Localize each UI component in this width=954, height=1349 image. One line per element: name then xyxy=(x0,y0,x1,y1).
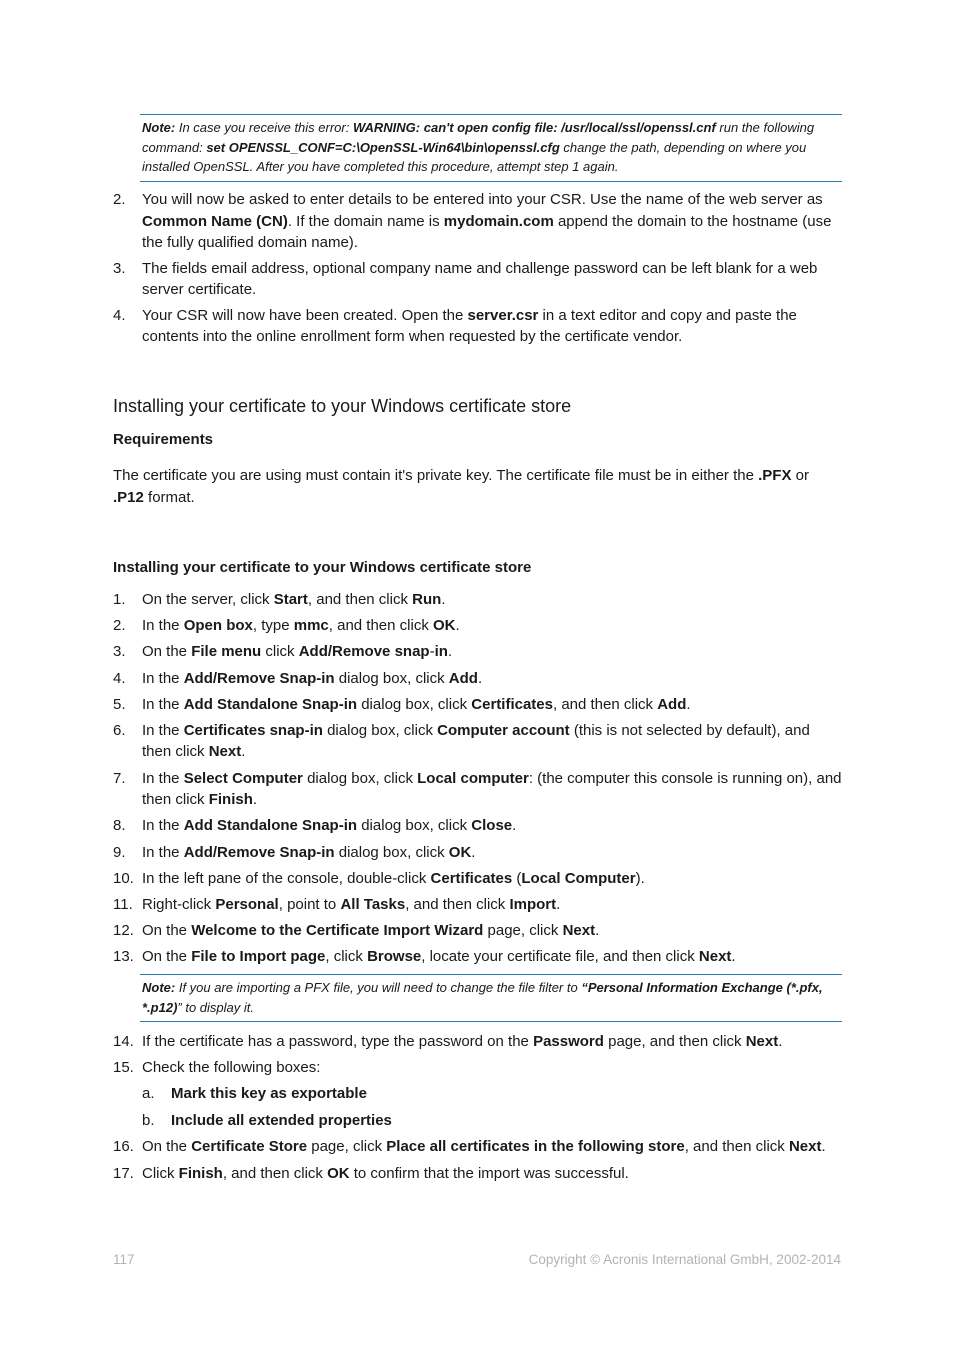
list-item xyxy=(113,589,842,611)
step-number: 5. xyxy=(113,695,126,713)
step-number: 2. xyxy=(113,191,126,208)
list-item xyxy=(113,946,842,968)
substep-letter: a. xyxy=(142,1085,155,1102)
step-bold: Select Computer xyxy=(183,769,303,787)
note-box-openssl xyxy=(140,114,842,182)
step-bold: Add xyxy=(448,669,478,687)
step-text: , and then click xyxy=(328,617,433,635)
step-text: . xyxy=(778,1033,783,1050)
step-text: . xyxy=(595,922,600,940)
step-text: In the left pane of the console, double-click xyxy=(142,869,431,887)
copyright-text: Copyright © Acronis International GmbH, 2002-2014 xyxy=(528,1252,841,1267)
step-text: dialog box, click xyxy=(302,769,418,787)
step-number: 15. xyxy=(113,1059,134,1076)
substep-text: Include all extended properties xyxy=(171,1111,392,1129)
step-text: , and then click xyxy=(405,895,510,913)
step-bold: Welcome to the Certificate Import Wizard xyxy=(191,922,484,940)
step-bold: All Tasks xyxy=(340,895,406,913)
step-bold: Run xyxy=(412,591,442,608)
step-text: . xyxy=(731,948,736,966)
note-label: Note: xyxy=(142,120,176,135)
step-bold: OK xyxy=(448,843,472,861)
step-text: append the domain to the hostname (use the fully qualified domain name). xyxy=(142,212,832,251)
step-number: 10. xyxy=(113,869,134,887)
step-number: 14. xyxy=(113,1033,134,1050)
step-text: , locate your certificate file, and then click xyxy=(421,948,699,966)
list-item xyxy=(113,668,842,690)
step-text: ). xyxy=(635,869,645,887)
step-bold: File menu xyxy=(191,643,262,661)
step-bold: Finish xyxy=(208,791,253,809)
step-bold: mmc xyxy=(293,617,329,635)
step-text: . xyxy=(252,791,258,809)
step-bold: Certificates snap-in xyxy=(183,721,323,739)
step-bold: Place all certificates in the following store xyxy=(386,1138,685,1155)
step-bold: in xyxy=(434,643,448,661)
step-bold: Next xyxy=(698,948,732,966)
list-item xyxy=(113,894,842,916)
step-bold: Next xyxy=(788,1138,822,1155)
step-text: . xyxy=(686,695,691,713)
step-text: On the xyxy=(142,922,192,940)
page-number: 117 xyxy=(113,1252,135,1267)
list-item xyxy=(113,1057,842,1079)
step-text: (this is not selected by default), and then click xyxy=(142,721,810,761)
step-bold: Personal xyxy=(215,895,279,913)
format-p12: .P12 xyxy=(113,488,144,506)
step-bold: Certificate Store xyxy=(191,1138,308,1155)
step-bold: Common Name (CN) xyxy=(142,212,288,230)
step-text: . xyxy=(821,1138,826,1155)
list-item xyxy=(113,189,842,254)
list-item xyxy=(113,1031,842,1053)
step-text: dialog box, click xyxy=(334,843,449,861)
note-text: ” to display it. xyxy=(177,999,254,1015)
step-bold: Password xyxy=(533,1033,604,1050)
note-filter-text: “Personal Information Exchange (*.pfx, *.p12) xyxy=(142,980,823,1015)
note-text: In case you receive this error: xyxy=(175,120,353,135)
note-text: run the following command: xyxy=(142,120,815,155)
step-number: 4. xyxy=(113,306,126,324)
list-item xyxy=(142,1110,771,1132)
step-bold: Add/Remove Snap-in xyxy=(183,843,335,861)
step-text: page, click xyxy=(483,922,563,940)
step-bold: Next xyxy=(745,1033,779,1050)
step-text: . xyxy=(441,591,446,608)
step-text: . xyxy=(477,669,483,687)
list-item xyxy=(113,720,842,763)
step-bold: Certificates xyxy=(430,869,513,887)
step-text: . xyxy=(471,843,476,861)
requirements-heading: Requirements xyxy=(113,431,214,448)
step-text: to confirm that the import was successful. xyxy=(349,1164,629,1182)
step-number: 13. xyxy=(113,948,134,966)
step-text: . If the domain name is xyxy=(287,212,444,230)
step-text: : (the computer this console is running on), and then click xyxy=(142,769,842,809)
step-text: If the certificate has a password, type the password on the xyxy=(142,1033,534,1050)
list-item xyxy=(142,1083,771,1105)
step-text: Check the following boxes: xyxy=(142,1059,321,1076)
list-item xyxy=(113,1163,842,1185)
substep-text: Mark this key as exportable xyxy=(171,1085,367,1102)
step-bold: Start xyxy=(273,591,308,608)
step-text: dialog box, click xyxy=(322,721,438,739)
step-number: 11. xyxy=(113,895,133,913)
step-bold: Import xyxy=(509,895,557,913)
checkbox-substep-list xyxy=(142,1083,771,1131)
step-bold: Open box xyxy=(183,617,253,635)
step-bold: Add/Remove Snap-in xyxy=(183,669,335,687)
procedure-step-list-2 xyxy=(113,1031,842,1079)
step-bold: Add/Remove snap xyxy=(298,643,430,661)
list-item xyxy=(113,615,842,637)
step-text: , and then click xyxy=(552,695,658,713)
step-text: dialog box, click xyxy=(357,695,472,713)
note-text: If you are importing a PFX file, you will need to change the file filter to xyxy=(175,980,582,995)
step-text: . xyxy=(556,895,561,913)
step-text: Click xyxy=(142,1164,179,1182)
requirements-text xyxy=(113,465,813,508)
step-text: . xyxy=(241,743,246,761)
note-command-text: set OPENSSL_CONF=C:\OpenSSL-Win64\bin\openssl.cfg xyxy=(206,139,560,155)
step-bold: Finish xyxy=(178,1164,223,1182)
note-text: change the path, depending on where you installed OpenSSL. After you have completed this procedure, attempt step 1 again. xyxy=(142,139,807,174)
step-text: , and then click xyxy=(307,591,413,608)
step-text: ( xyxy=(512,869,522,887)
substep-letter: b. xyxy=(142,1111,155,1129)
step-number: 2. xyxy=(113,617,126,635)
procedure-heading: Installing your certificate to your Windows certificate store xyxy=(113,559,532,576)
step-text: . xyxy=(455,617,460,635)
step-text: , and then click xyxy=(222,1164,328,1182)
step-bold: mydomain.com xyxy=(443,212,554,230)
step-text: , click xyxy=(325,948,368,966)
list-item xyxy=(113,694,842,716)
step-text: click xyxy=(261,643,299,661)
list-item xyxy=(113,1136,842,1158)
step-number: 7. xyxy=(113,769,126,787)
list-item xyxy=(113,305,842,348)
step-bold: Add Standalone Snap-in xyxy=(183,817,358,835)
step-number: 3. xyxy=(113,643,126,661)
step-text: Right-click xyxy=(142,895,216,913)
requirements-sentence: The certificate you are using must contain it's private key. The certificate file must be in either the xyxy=(113,467,759,484)
step-bold: Local Computer xyxy=(521,869,636,887)
step-number: 4. xyxy=(113,669,126,687)
csr-step-list xyxy=(113,189,842,348)
step-bold: Computer account xyxy=(437,721,570,739)
list-item xyxy=(113,768,842,811)
step-bold: OK xyxy=(433,617,456,635)
step-text: dialog box, click xyxy=(357,817,472,835)
step-bold: File to Import page xyxy=(191,948,326,966)
list-item xyxy=(113,258,842,301)
step-number: 17. xyxy=(113,1164,134,1182)
step-bold: Add Standalone Snap-in xyxy=(183,695,358,713)
step-number: 9. xyxy=(113,843,126,861)
step-text: You will now be asked to enter details to be entered into your CSR. Use the name of the web server as xyxy=(142,191,823,208)
list-item xyxy=(113,868,842,890)
step-number: 12. xyxy=(113,922,134,940)
step-bold: Local computer xyxy=(417,769,529,787)
step-number: 1. xyxy=(113,591,126,608)
list-item xyxy=(113,815,842,837)
step-text: In the xyxy=(142,695,184,713)
step-text: In the xyxy=(142,843,184,861)
step-text: Your CSR will now have been created. Open the xyxy=(142,306,468,324)
requirements-sentence: format. xyxy=(143,488,195,506)
step-text: page, click xyxy=(307,1138,387,1155)
step-bold: Next xyxy=(562,922,596,940)
step-text: In the xyxy=(142,669,184,687)
procedure-step-list xyxy=(113,589,842,968)
note-label: Note: xyxy=(142,980,176,995)
step-text: In the xyxy=(142,721,184,739)
step-bold: Certificates xyxy=(471,695,553,713)
step-bold: OK xyxy=(327,1164,350,1182)
step-text: . xyxy=(447,643,453,661)
step-text: On the server, click xyxy=(142,591,274,608)
step-text: On the xyxy=(142,1138,192,1155)
step-text: in a text editor and copy and paste the contents into the online enrollment form when requested by the certificate vendor. xyxy=(142,306,797,345)
list-item xyxy=(113,842,842,864)
step-text: . xyxy=(512,817,517,835)
step-text: In the xyxy=(142,617,184,635)
section-title: Installing your certificate to your Windows certificate store xyxy=(113,396,572,416)
list-item xyxy=(113,920,842,942)
note-box-pfx xyxy=(140,974,842,1022)
step-bold: Browse xyxy=(367,948,422,966)
step-text: dialog box, click xyxy=(334,669,449,687)
step-text: The fields email address, optional company name and challenge password can be left blank for a web server certificate. xyxy=(142,259,818,298)
note-error-text: WARNING: can't open config file: /usr/local/ssl/openssl.cnf xyxy=(352,120,716,135)
format-pfx: .PFX xyxy=(758,467,792,484)
step-text: , and then click xyxy=(684,1138,789,1155)
step-bold: server.csr xyxy=(467,306,539,324)
step-text: In the xyxy=(142,817,184,835)
step-text: In the xyxy=(142,769,184,787)
procedure-step-list-3 xyxy=(113,1136,842,1184)
step-number: 6. xyxy=(113,721,126,739)
requirements-sentence: or xyxy=(791,467,809,484)
step-text: On the xyxy=(142,948,192,966)
step-text: On the xyxy=(142,643,192,661)
step-number: 3. xyxy=(113,259,126,277)
step-text: page, and then click xyxy=(603,1033,746,1050)
list-item xyxy=(113,641,842,663)
step-text: , point to xyxy=(278,895,341,913)
step-number: 8. xyxy=(113,817,126,835)
step-bold: Add xyxy=(657,695,687,713)
step-number: 16. xyxy=(113,1138,134,1155)
step-text: , type xyxy=(252,617,294,635)
step-bold: Close xyxy=(471,817,513,835)
step-bold: Next xyxy=(208,743,242,761)
step-text: - xyxy=(429,643,435,661)
